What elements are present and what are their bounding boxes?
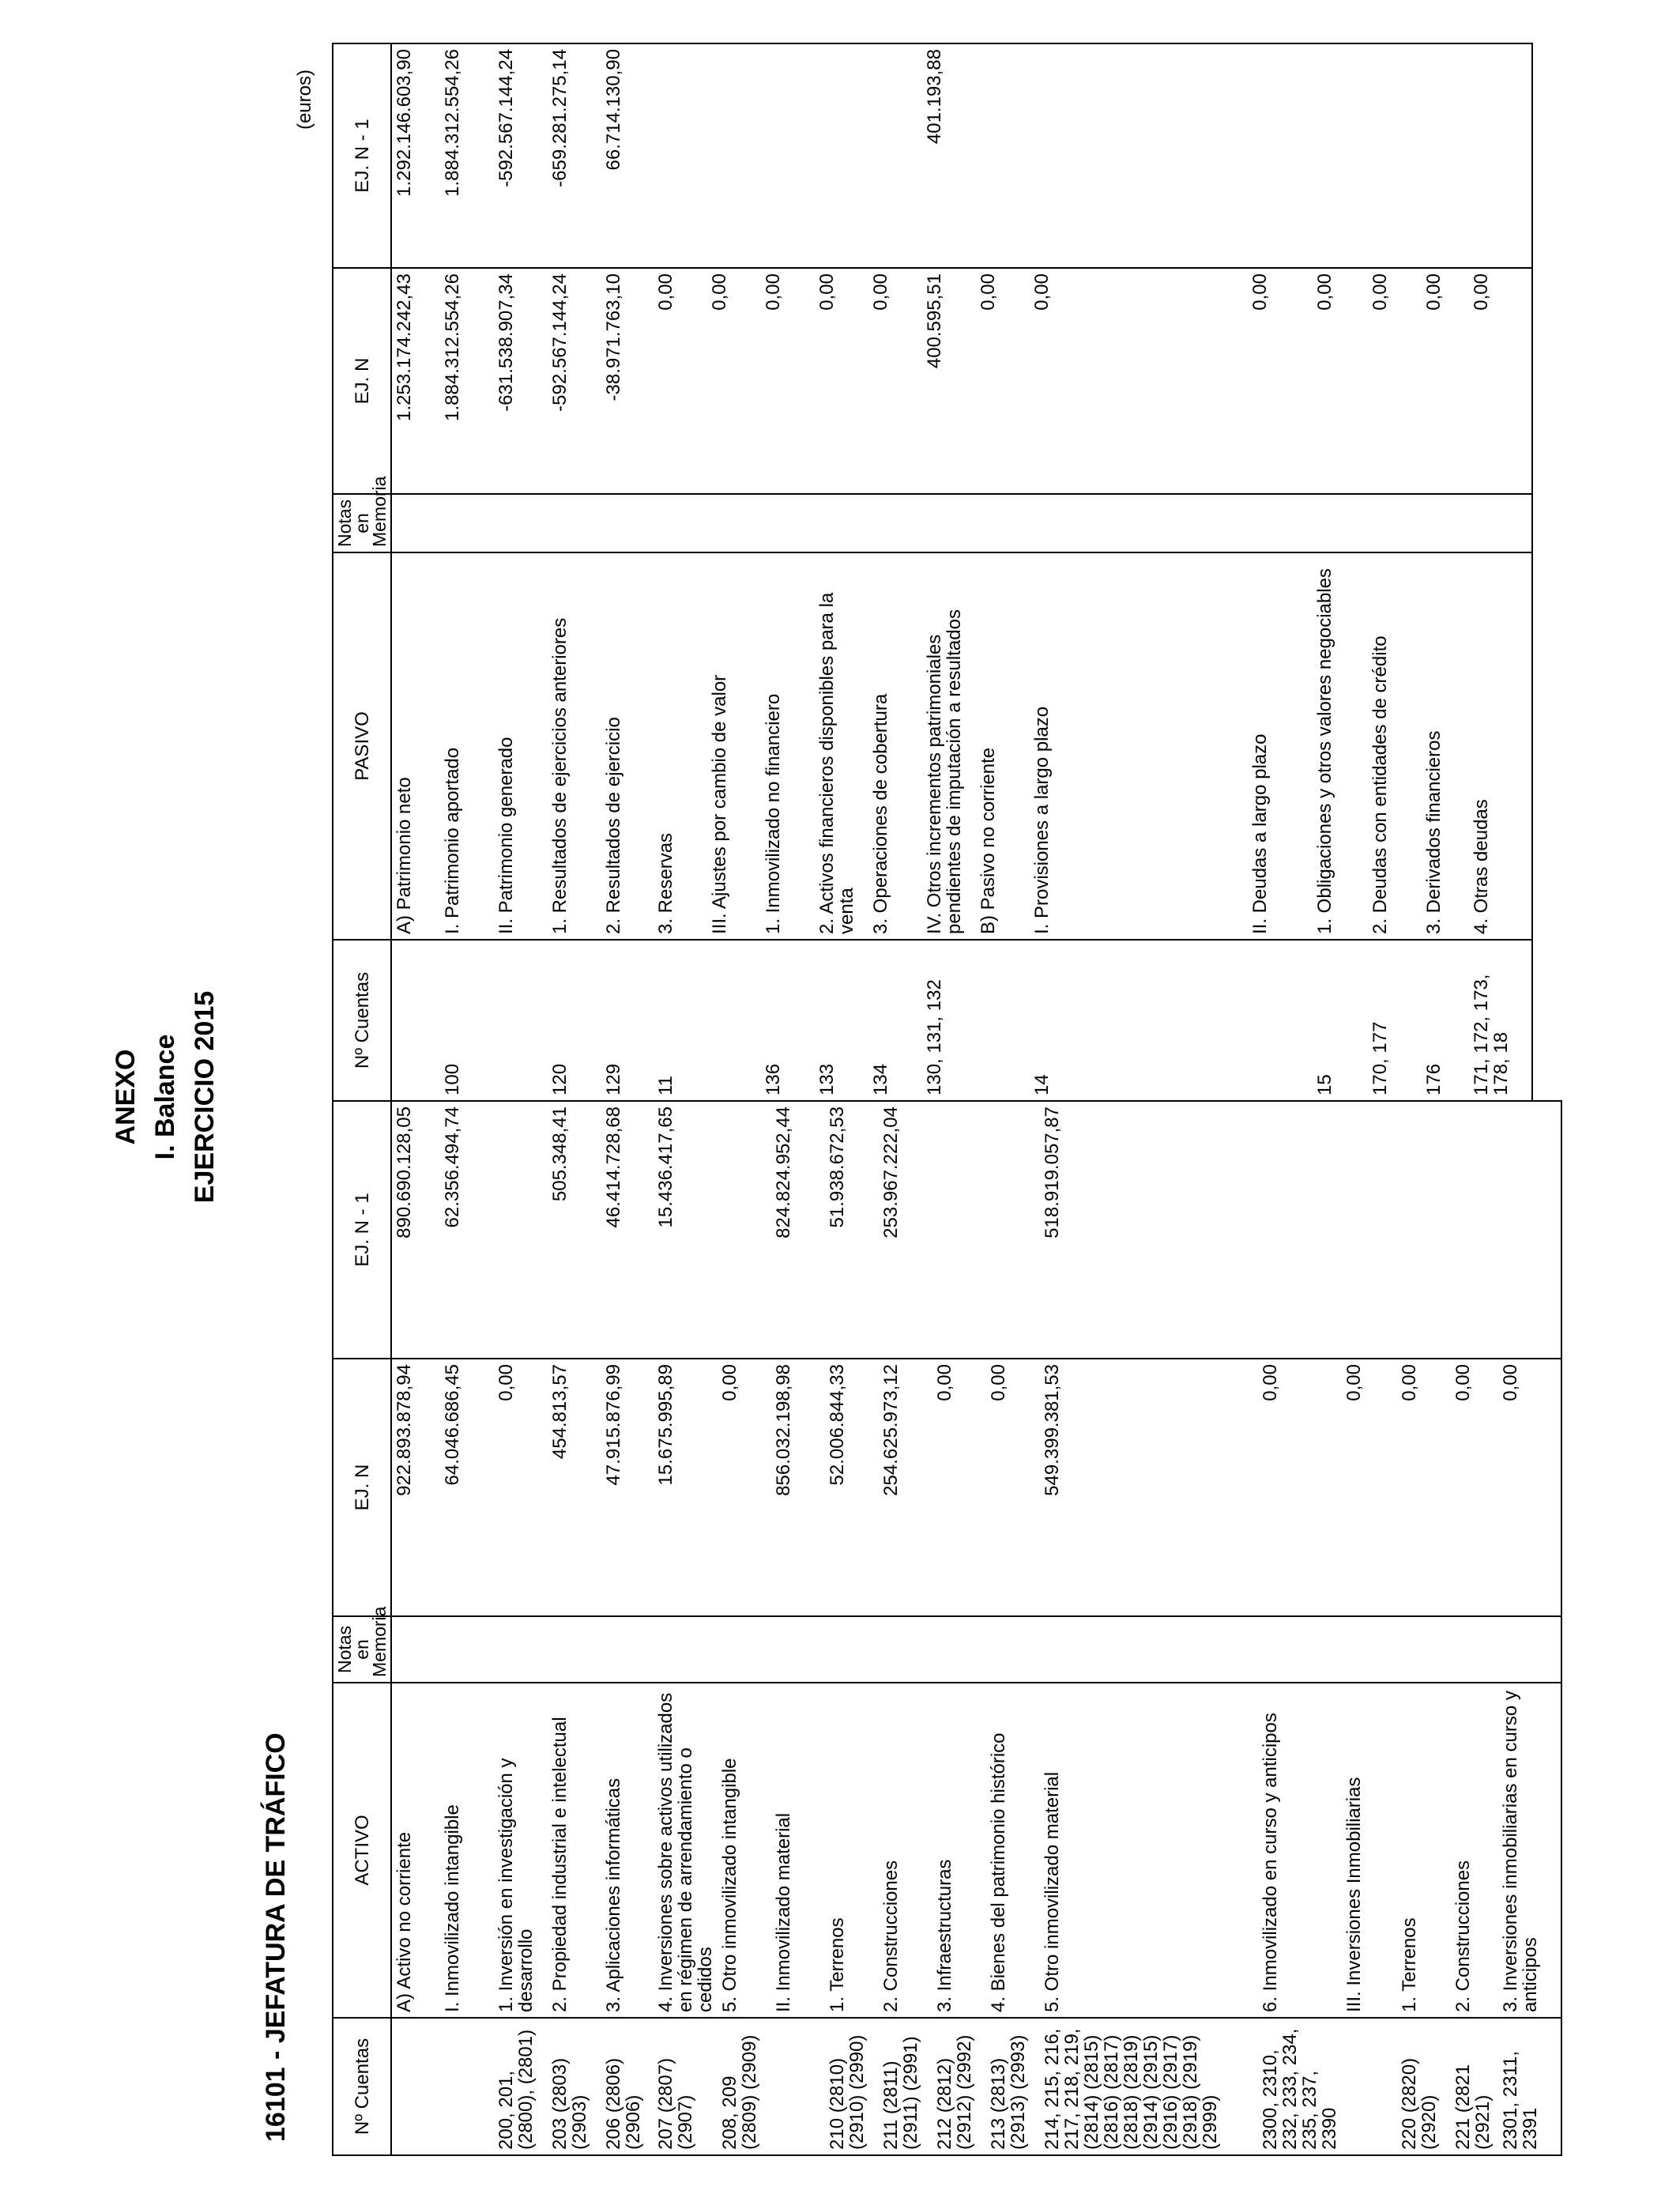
account-numbers: 134 — [868, 940, 922, 1101]
account-numbers: 206 (2806) (2906) — [601, 2018, 654, 2155]
concept-label: 2. Construcciones — [879, 1683, 932, 2018]
previous-year-value: 401.193,88 — [922, 43, 976, 268]
account-numbers: 11 — [654, 940, 707, 1101]
col-ejn-header: EJ. N — [333, 268, 391, 494]
concept-label: 1. Terrenos — [1397, 1683, 1451, 2018]
concept-label: 3. Operaciones de cobertura — [868, 552, 922, 940]
concept-label: 4. Inversiones sobre activos utilizados en régimen de arrendamiento o cedidos — [654, 1683, 718, 2018]
account-numbers: 100 — [440, 940, 494, 1101]
activo-table — [332, 1100, 1562, 2156]
col-activo-header: ACTIVO — [333, 1683, 391, 2018]
previous-year-value — [1258, 1101, 1342, 1359]
account-numbers: 210 (2810) (2910) (2990) — [825, 2018, 879, 2155]
previous-year-value: -659.281.275,14 — [548, 43, 601, 268]
table-row — [761, 43, 815, 1101]
account-numbers: 221 (2821 (2921) — [1451, 2018, 1498, 2155]
current-year-value: 0,00 — [1313, 268, 1368, 494]
annex-title: ANEXO — [111, 1049, 141, 1145]
year-title: EJERCICIO 2015 — [190, 990, 220, 1204]
notes-value — [654, 494, 707, 552]
notes-value — [879, 1616, 932, 1683]
table-row — [932, 1101, 986, 2155]
current-year-value: -592.567.144,24 — [548, 268, 601, 494]
notes-value — [1030, 494, 1248, 552]
current-year-value: 0,00 — [1030, 268, 1248, 494]
table-row — [879, 1101, 932, 2155]
current-year-value: 64.046.686,45 — [440, 1359, 494, 1616]
table-row — [922, 43, 976, 1101]
notes-value — [654, 1616, 718, 1683]
notes-value — [932, 1616, 986, 1683]
current-year-value: 1.253.174.242,43 — [391, 268, 440, 494]
previous-year-value — [1469, 43, 1532, 268]
concept-label: A) Activo no corriente — [391, 1683, 440, 2018]
account-numbers: 208, 209 (2809) (2909) — [718, 2018, 771, 2155]
notes-value — [1342, 1616, 1397, 1683]
previous-year-value: 66.714.130,90 — [601, 43, 654, 268]
current-year-value: 47.915.876,99 — [601, 1359, 654, 1616]
col-cuentas-header: Nº Cuentas — [333, 2018, 391, 2155]
current-year-value: 52.006.844,33 — [825, 1359, 879, 1616]
previous-year-value — [868, 43, 922, 268]
notes-value — [868, 494, 922, 552]
previous-year-value — [761, 43, 815, 268]
notes-value — [761, 494, 815, 552]
notes-value — [440, 494, 494, 552]
account-numbers: 200, 201, (2800), (2801) — [494, 2018, 548, 2155]
account-numbers: 211 (2811) (2911) (2991) — [879, 2018, 932, 2155]
notes-value — [440, 1616, 494, 1683]
concept-label: 1. Inversión en investigación y desarrollo — [494, 1683, 548, 2018]
previous-year-value — [815, 43, 868, 268]
table-row — [494, 43, 548, 1101]
notes-value — [1451, 1616, 1498, 1683]
previous-year-value: 46.414.728,68 — [601, 1101, 654, 1359]
previous-year-value: 518.919.057,87 — [1040, 1101, 1258, 1359]
previous-year-value: 824.824.952,44 — [771, 1101, 825, 1359]
account-numbers — [976, 940, 1030, 1101]
account-numbers — [494, 940, 548, 1101]
table-row — [1368, 43, 1422, 1101]
current-year-value: 0,00 — [1248, 268, 1313, 494]
account-numbers: 136 — [761, 940, 815, 1101]
previous-year-value: 15.436.417,65 — [654, 1101, 718, 1359]
concept-label: 4. Bienes del patrimonio histórico — [986, 1683, 1040, 2018]
previous-year-value — [1451, 1101, 1498, 1359]
notes-value — [1397, 1616, 1451, 1683]
current-year-value: 0,00 — [1422, 268, 1469, 494]
concept-label: 2. Activos financieros disponibles para la venta — [815, 552, 868, 940]
current-year-value: -38.971.763,10 — [601, 268, 654, 494]
notes-value — [771, 1616, 825, 1683]
account-numbers: 203 (2803) (2903) — [548, 2018, 601, 2155]
notes-value — [1248, 494, 1313, 552]
current-year-value: 0,00 — [1368, 268, 1422, 494]
previous-year-value — [932, 1101, 986, 1359]
concept-label: 3. Infraestructuras — [932, 1683, 986, 2018]
previous-year-value — [1313, 43, 1368, 268]
notes-value — [707, 494, 761, 552]
current-year-value: 0,00 — [1469, 268, 1532, 494]
concept-label: A) Patrimonio neto — [391, 552, 440, 940]
current-year-value: 254.625.973,12 — [879, 1359, 932, 1616]
current-year-value: 400.595,51 — [922, 268, 976, 494]
notes-value — [1498, 1616, 1561, 1683]
table-row — [440, 43, 494, 1101]
previous-year-value — [1030, 43, 1248, 268]
table-row — [1030, 43, 1248, 1101]
account-numbers: 220 (2820) (2920) — [1397, 2018, 1451, 2155]
notes-value — [548, 494, 601, 552]
concept-label: II. Deudas a largo plazo — [1248, 552, 1313, 940]
previous-year-value: 1.884.312.554,26 — [440, 43, 494, 268]
account-numbers — [440, 2018, 494, 2155]
previous-year-value: 51.938.672,53 — [825, 1101, 879, 1359]
concept-label: 2. Resultados de ejercicio — [601, 552, 654, 940]
concept-label: 1. Resultados de ejercicios anteriores — [548, 552, 601, 940]
account-numbers: 214, 215, 216, 217, 218, 219, (2814) (2815) (2816) (2817) (2818) (2819) (2914) (2915) (2916) (2917) (2918) (2919) (2999) — [1040, 2018, 1258, 2155]
previous-year-value — [976, 43, 1030, 268]
previous-year-value — [1248, 43, 1313, 268]
current-year-value: 0,00 — [1498, 1359, 1561, 1616]
concept-label: 6. Inmovilizado en curso y anticipos — [1258, 1683, 1342, 2018]
account-numbers: 120 — [548, 940, 601, 1101]
col-pasivo-header: PASIVO — [333, 552, 391, 940]
notes-value — [391, 1616, 440, 1683]
notes-value — [1313, 494, 1368, 552]
previous-year-value — [718, 1101, 771, 1359]
current-year-value: 0,00 — [976, 268, 1030, 494]
previous-year-value — [1498, 1101, 1561, 1359]
pasivo-header-row — [333, 43, 391, 1101]
account-numbers: 133 — [815, 940, 868, 1101]
concept-label: 1. Obligaciones y otros valores negociables — [1313, 552, 1368, 940]
concept-label: 3. Aplicaciones informáticas — [601, 1683, 654, 2018]
current-year-value: 0,00 — [761, 268, 815, 494]
concept-label: 2. Deudas con entidades de crédito — [1368, 552, 1422, 940]
notes-value — [548, 1616, 601, 1683]
table-row — [548, 43, 601, 1101]
table-row — [707, 43, 761, 1101]
current-year-value: 0,00 — [494, 1359, 548, 1616]
notes-value — [1368, 494, 1422, 552]
previous-year-value — [1368, 43, 1422, 268]
current-year-value: 0,00 — [1258, 1359, 1342, 1616]
account-numbers: 207 (2807) (2907) — [654, 2018, 718, 2155]
table-row — [1248, 43, 1313, 1101]
current-year-value: 0,00 — [654, 268, 707, 494]
table-row — [1313, 43, 1368, 1101]
notes-value — [815, 494, 868, 552]
notes-value — [1258, 1616, 1342, 1683]
table-row — [1451, 1101, 1498, 2155]
table-row — [601, 43, 654, 1101]
table-row — [391, 1101, 440, 2155]
concept-label: 2. Construcciones — [1451, 1683, 1498, 2018]
current-year-value: 454.813,57 — [548, 1359, 601, 1616]
table-row — [1342, 1101, 1397, 2155]
table-row — [601, 1101, 654, 2155]
notes-value — [494, 1616, 548, 1683]
col-ejn1-header: EJ. N - 1 — [333, 1101, 391, 1359]
table-row — [654, 43, 707, 1101]
current-year-value: 0,00 — [1342, 1359, 1397, 1616]
account-numbers: 129 — [601, 940, 654, 1101]
current-year-value: 0,00 — [815, 268, 868, 494]
previous-year-value: 890.690.128,05 — [391, 1101, 440, 1359]
concept-label: 3. Reservas — [654, 552, 707, 940]
current-year-value: 0,00 — [1451, 1359, 1498, 1616]
col-ejn-header: EJ. N — [333, 1359, 391, 1616]
table-row — [1469, 43, 1532, 1101]
account-numbers: 171, 172, 173, 178, 18 — [1469, 940, 1532, 1101]
account-numbers: 170, 177 — [1368, 940, 1422, 1101]
concept-label: B) Pasivo no corriente — [976, 552, 1030, 940]
previous-year-value — [1422, 43, 1469, 268]
activo-header-row — [333, 1101, 391, 2155]
col-notas-header: Notas en Memoria — [333, 494, 391, 552]
previous-year-value — [494, 1101, 548, 1359]
current-year-value: 0,00 — [868, 268, 922, 494]
current-year-value: 0,00 — [707, 268, 761, 494]
concept-label: 3. Derivados financieros — [1422, 552, 1469, 940]
currency-unit: (euros) — [294, 70, 315, 130]
table-row — [1397, 1101, 1451, 2155]
notes-value — [986, 1616, 1040, 1683]
previous-year-value — [986, 1101, 1040, 1359]
notes-value — [976, 494, 1030, 552]
account-numbers: 130, 131, 132 — [922, 940, 976, 1101]
account-numbers: 176 — [1422, 940, 1469, 1101]
concept-label: 4. Otras deudas — [1469, 552, 1532, 940]
concept-label: II. Inmovilizado material — [771, 1683, 825, 2018]
account-numbers: 2300, 2310, 232, 233, 234, 235, 237, 2390 — [1258, 2018, 1342, 2155]
current-year-value: 549.399.381,53 — [1040, 1359, 1258, 1616]
previous-year-value: 253.967.222,04 — [879, 1101, 932, 1359]
concept-label: 1. Inmovilizado no financiero — [761, 552, 815, 940]
table-row — [976, 43, 1030, 1101]
current-year-value: -631.538.907,34 — [494, 268, 548, 494]
account-numbers — [1248, 940, 1313, 1101]
current-year-value: 0,00 — [1397, 1359, 1451, 1616]
table-row — [986, 1101, 1040, 2155]
table-row — [1040, 1101, 1258, 2155]
table-row — [771, 1101, 825, 2155]
concept-label: 5. Otro inmovilizado intangible — [718, 1683, 771, 2018]
previous-year-value: 1.292.146.603,90 — [391, 43, 440, 268]
table-row — [1422, 43, 1469, 1101]
concept-label: I. Inmovilizado intangible — [440, 1683, 494, 2018]
notes-value — [825, 1616, 879, 1683]
account-numbers: 2301, 2311, 2391 — [1498, 2018, 1561, 2155]
pasivo-table — [332, 43, 1533, 1102]
section-title: I. Balance — [150, 1034, 180, 1160]
previous-year-value — [1397, 1101, 1451, 1359]
table-row — [440, 1101, 494, 2155]
concept-label: 1. Terrenos — [825, 1683, 879, 2018]
table-row — [548, 1101, 601, 2155]
account-numbers: 14 — [1030, 940, 1248, 1101]
current-year-value: 0,00 — [986, 1359, 1040, 1616]
notes-value — [922, 494, 976, 552]
notes-value — [1469, 494, 1532, 552]
table-row — [825, 1101, 879, 2155]
table-row — [1258, 1101, 1342, 2155]
table-row — [1498, 1101, 1561, 2155]
account-numbers — [707, 940, 761, 1101]
previous-year-value: -592.567.144,24 — [494, 43, 548, 268]
table-row — [815, 43, 868, 1101]
table-row — [494, 1101, 548, 2155]
previous-year-value: 62.356.494,74 — [440, 1101, 494, 1359]
notes-value — [1040, 1616, 1258, 1683]
concept-label: III. Ajustes por cambio de valor — [707, 552, 761, 940]
concept-label: III. Inversiones Inmobiliarias — [1342, 1683, 1397, 2018]
concept-label: 3. Inversiones inmobiliarias en curso y anticipos — [1498, 1683, 1561, 2018]
col-cuentas-header: Nº Cuentas — [333, 940, 391, 1101]
notes-value — [601, 1616, 654, 1683]
notes-value — [718, 1616, 771, 1683]
current-year-value: 1.884.312.554,26 — [440, 268, 494, 494]
account-numbers — [771, 2018, 825, 2155]
previous-year-value — [707, 43, 761, 268]
col-notas-header: Notas en Memoria — [333, 1616, 391, 1683]
previous-year-value — [1342, 1101, 1397, 1359]
col-ejn1-header: EJ. N - 1 — [333, 43, 391, 268]
current-year-value: 0,00 — [932, 1359, 986, 1616]
notes-value — [391, 494, 440, 552]
concept-label: I. Patrimonio aportado — [440, 552, 494, 940]
notes-value — [1422, 494, 1469, 552]
notes-value — [494, 494, 548, 552]
table-row — [718, 1101, 771, 2155]
table-row — [654, 1101, 718, 2155]
account-numbers: 212 (2812) (2912) (2992) — [932, 2018, 986, 2155]
account-numbers — [391, 2018, 440, 2155]
concept-label: 2. Propiedad industrial e intelectual — [548, 1683, 601, 2018]
organization-name: 16101 - JEFATURA DE TRÁFICO — [261, 1732, 291, 2142]
table-row — [868, 43, 922, 1101]
concept-label: IV. Otros incrementos patrimoniales pendientes de imputación a resultados — [922, 552, 976, 940]
account-numbers: 15 — [1313, 940, 1368, 1101]
account-numbers — [391, 940, 440, 1101]
concept-label: II. Patrimonio generado — [494, 552, 548, 940]
notes-value — [601, 494, 654, 552]
table-row — [391, 43, 440, 1101]
current-year-value: 0,00 — [718, 1359, 771, 1616]
concept-label: I. Provisiones a largo plazo — [1030, 552, 1248, 940]
account-numbers — [1342, 2018, 1397, 2155]
concept-label: 5. Otro inmovilizado material — [1040, 1683, 1258, 2018]
current-year-value: 856.032.198,98 — [771, 1359, 825, 1616]
account-numbers: 213 (2813) (2913) (2993) — [986, 2018, 1040, 2155]
current-year-value: 922.893.878,94 — [391, 1359, 440, 1616]
previous-year-value — [654, 43, 707, 268]
current-year-value: 15.675.995,89 — [654, 1359, 718, 1616]
previous-year-value: 505.348,41 — [548, 1101, 601, 1359]
